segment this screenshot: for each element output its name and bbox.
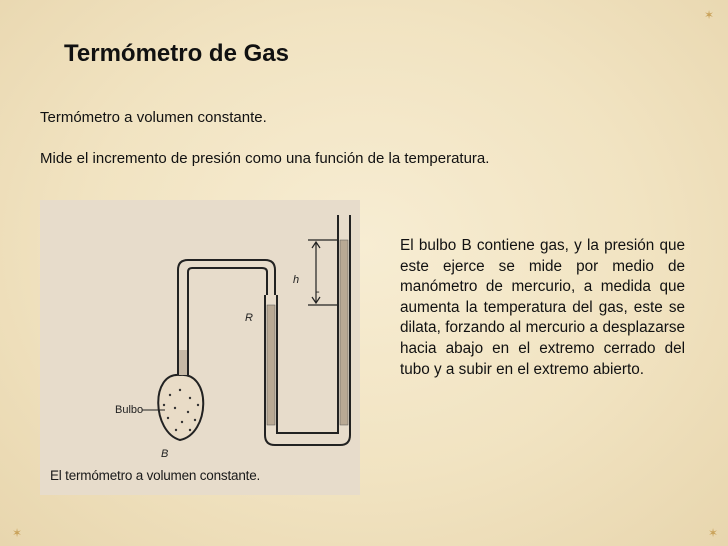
bulb-outline bbox=[158, 375, 203, 440]
figure-label-bulbo: Bulbo bbox=[115, 404, 144, 416]
figure-label-h: h bbox=[293, 274, 300, 286]
body-paragraph: El bulbo B contiene gas, y la presión que este ejerce se mide por medio de manómetro de mercurio, a medida que aumenta la temperatura del gas, este se dilata, forzando al mercurio a desplazarse hacia abajo en el extremo cerrado del tubo y a subir en el extremo abierto. bbox=[400, 237, 685, 378]
slide-title: Termómetro de Gas bbox=[64, 40, 289, 67]
star-icon: ✶ bbox=[12, 526, 23, 540]
capillary-tube bbox=[178, 260, 275, 350]
figure-caption: El termómetro a volumen constante. bbox=[50, 468, 261, 483]
slide-subtitle: Termómetro a volumen constante. bbox=[40, 109, 267, 126]
slide-description: Mide el incremento de presión como una función de la temperatura. bbox=[40, 150, 490, 167]
thermometer-figure bbox=[40, 200, 360, 495]
figure-label-dash: - bbox=[316, 286, 320, 298]
h-indicator bbox=[308, 240, 338, 305]
figure-label-r: R bbox=[245, 312, 253, 324]
figure-label-b: B bbox=[161, 448, 169, 460]
bottom-u bbox=[265, 425, 350, 445]
star-icon: ✶ bbox=[703, 8, 714, 22]
thermometer-diagram bbox=[40, 200, 360, 495]
star-icon: ✶ bbox=[707, 526, 718, 540]
